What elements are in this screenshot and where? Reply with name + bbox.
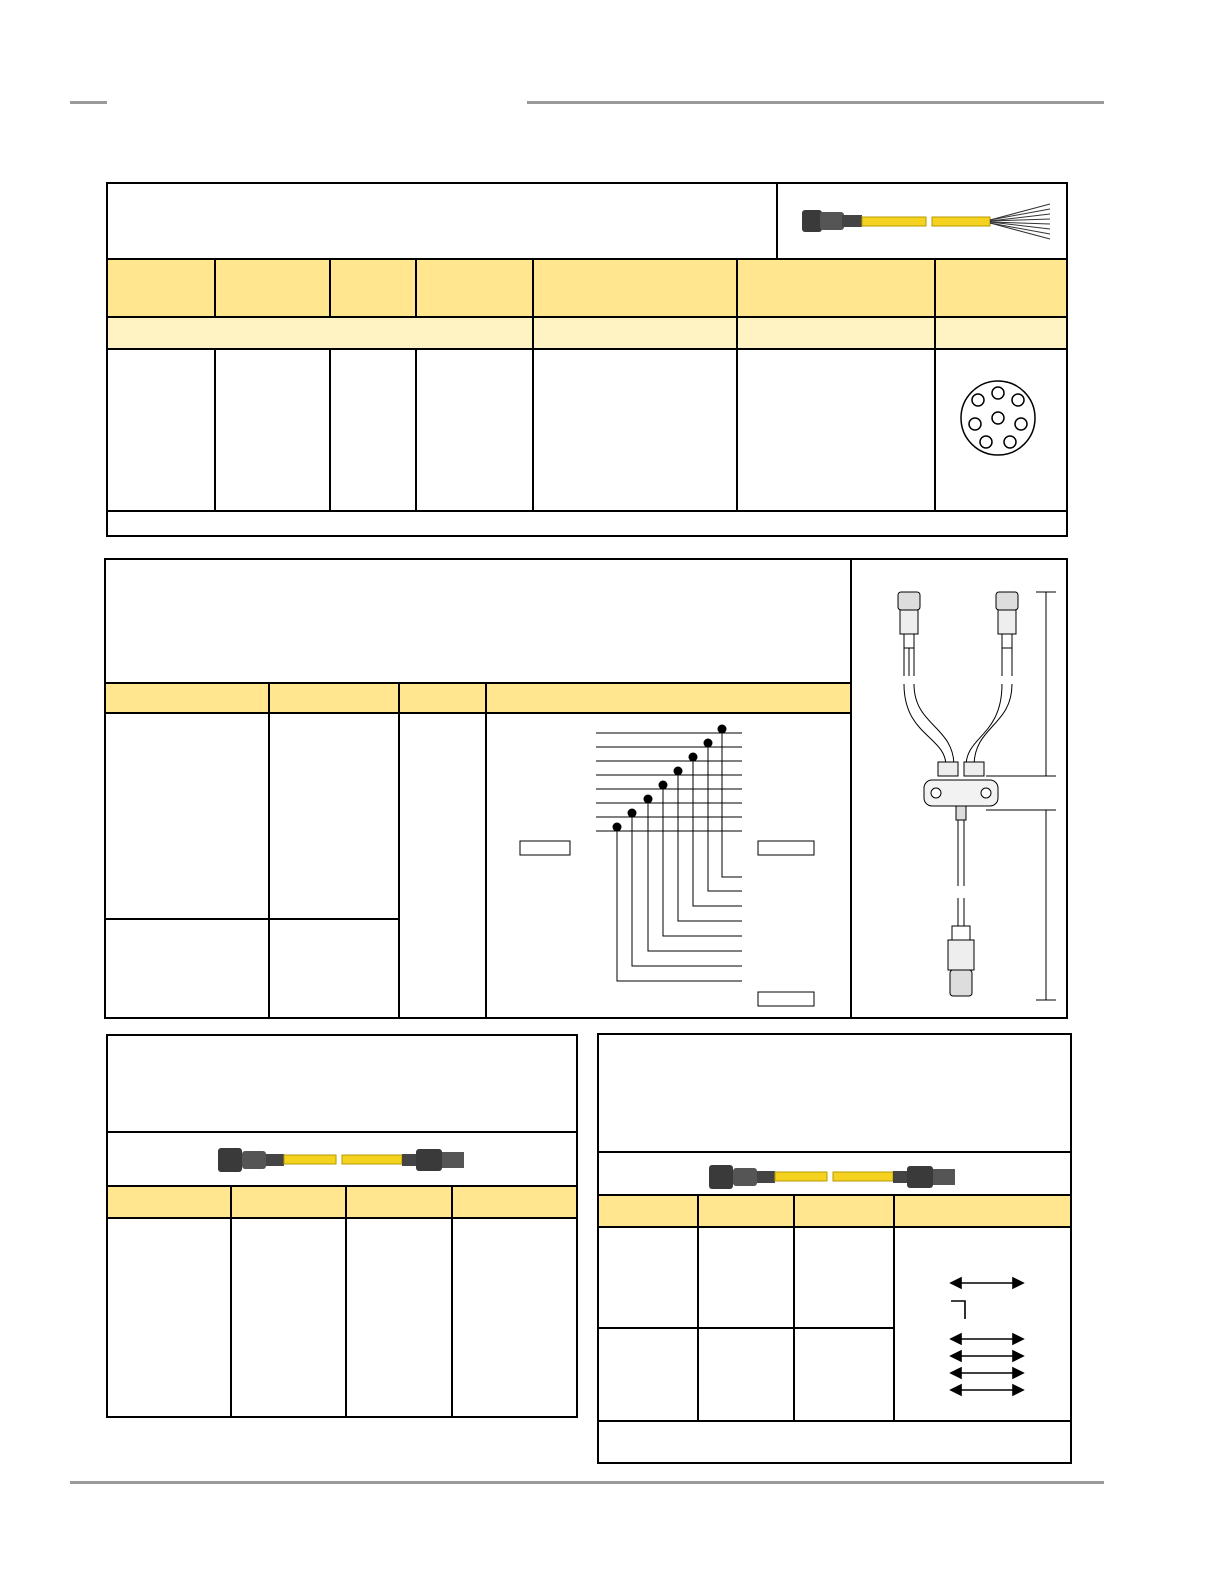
section-a-header-bottom: [108, 1217, 576, 1219]
splitter-image-divider: [850, 560, 852, 1017]
footer-rule: [70, 1481, 1104, 1484]
section-b-row-divider: [599, 1327, 895, 1329]
wiring-diagram: [516, 725, 826, 1015]
section-b-body-bottom: [599, 1420, 1070, 1422]
splitter-section: [104, 558, 1068, 1019]
col-divider-4: [532, 260, 534, 510]
section-b-header-row: [599, 1196, 1070, 1226]
col-divider-1: [214, 260, 216, 316]
section-b-col-2: [793, 1196, 795, 1422]
double-ended-cordset-icon: [707, 1159, 967, 1195]
splitter-col-3: [485, 684, 487, 1017]
section-b-title-bottom: [599, 1151, 1070, 1153]
section-a-col-2: [345, 1187, 347, 1416]
table-header-row: [108, 260, 1066, 316]
double-ended-cordset-section-b: [597, 1033, 1072, 1464]
table-subheader-row: [108, 318, 1066, 348]
title-divider: [776, 184, 778, 259]
col-divider-5: [736, 260, 738, 510]
y-splitter-cordset-icon: [876, 586, 1076, 1016]
section-a-col-3: [451, 1187, 453, 1416]
splitter-header-row: [106, 684, 850, 712]
double-ended-cordset-icon: [216, 1142, 476, 1178]
body-bottom: [108, 510, 1066, 512]
section-b-header-bottom: [599, 1226, 1070, 1228]
col-divider-3b: [415, 350, 417, 510]
subheader-divider: [108, 348, 1066, 350]
8-pin-connector-face-icon: [958, 378, 1038, 458]
col-divider-2b: [329, 350, 331, 510]
col-divider-2: [329, 260, 331, 316]
wiring-arrows: [949, 1271, 1029, 1401]
header-rule-left: [70, 101, 107, 104]
splitter-row-divider: [106, 918, 399, 920]
cordset-table-section: [106, 182, 1068, 537]
splitter-col-2: [398, 684, 400, 1017]
section-b-col-1: [697, 1196, 699, 1422]
header-rule-right: [527, 101, 1104, 104]
splitter-header-bottom: [106, 712, 850, 714]
double-ended-cordset-section-a: [106, 1034, 578, 1418]
splitter-col-1: [268, 684, 270, 1017]
header-divider: [108, 316, 1066, 318]
section-a-title-bottom: [108, 1131, 576, 1133]
female-connector-flying-leads-icon: [798, 198, 1058, 248]
col-divider-6: [934, 260, 936, 510]
col-divider-1b: [214, 350, 216, 510]
section-a-header-row: [108, 1187, 576, 1217]
section-a-col-1: [230, 1187, 232, 1416]
col-divider-3: [415, 260, 417, 316]
section-b-col-3: [893, 1196, 895, 1422]
